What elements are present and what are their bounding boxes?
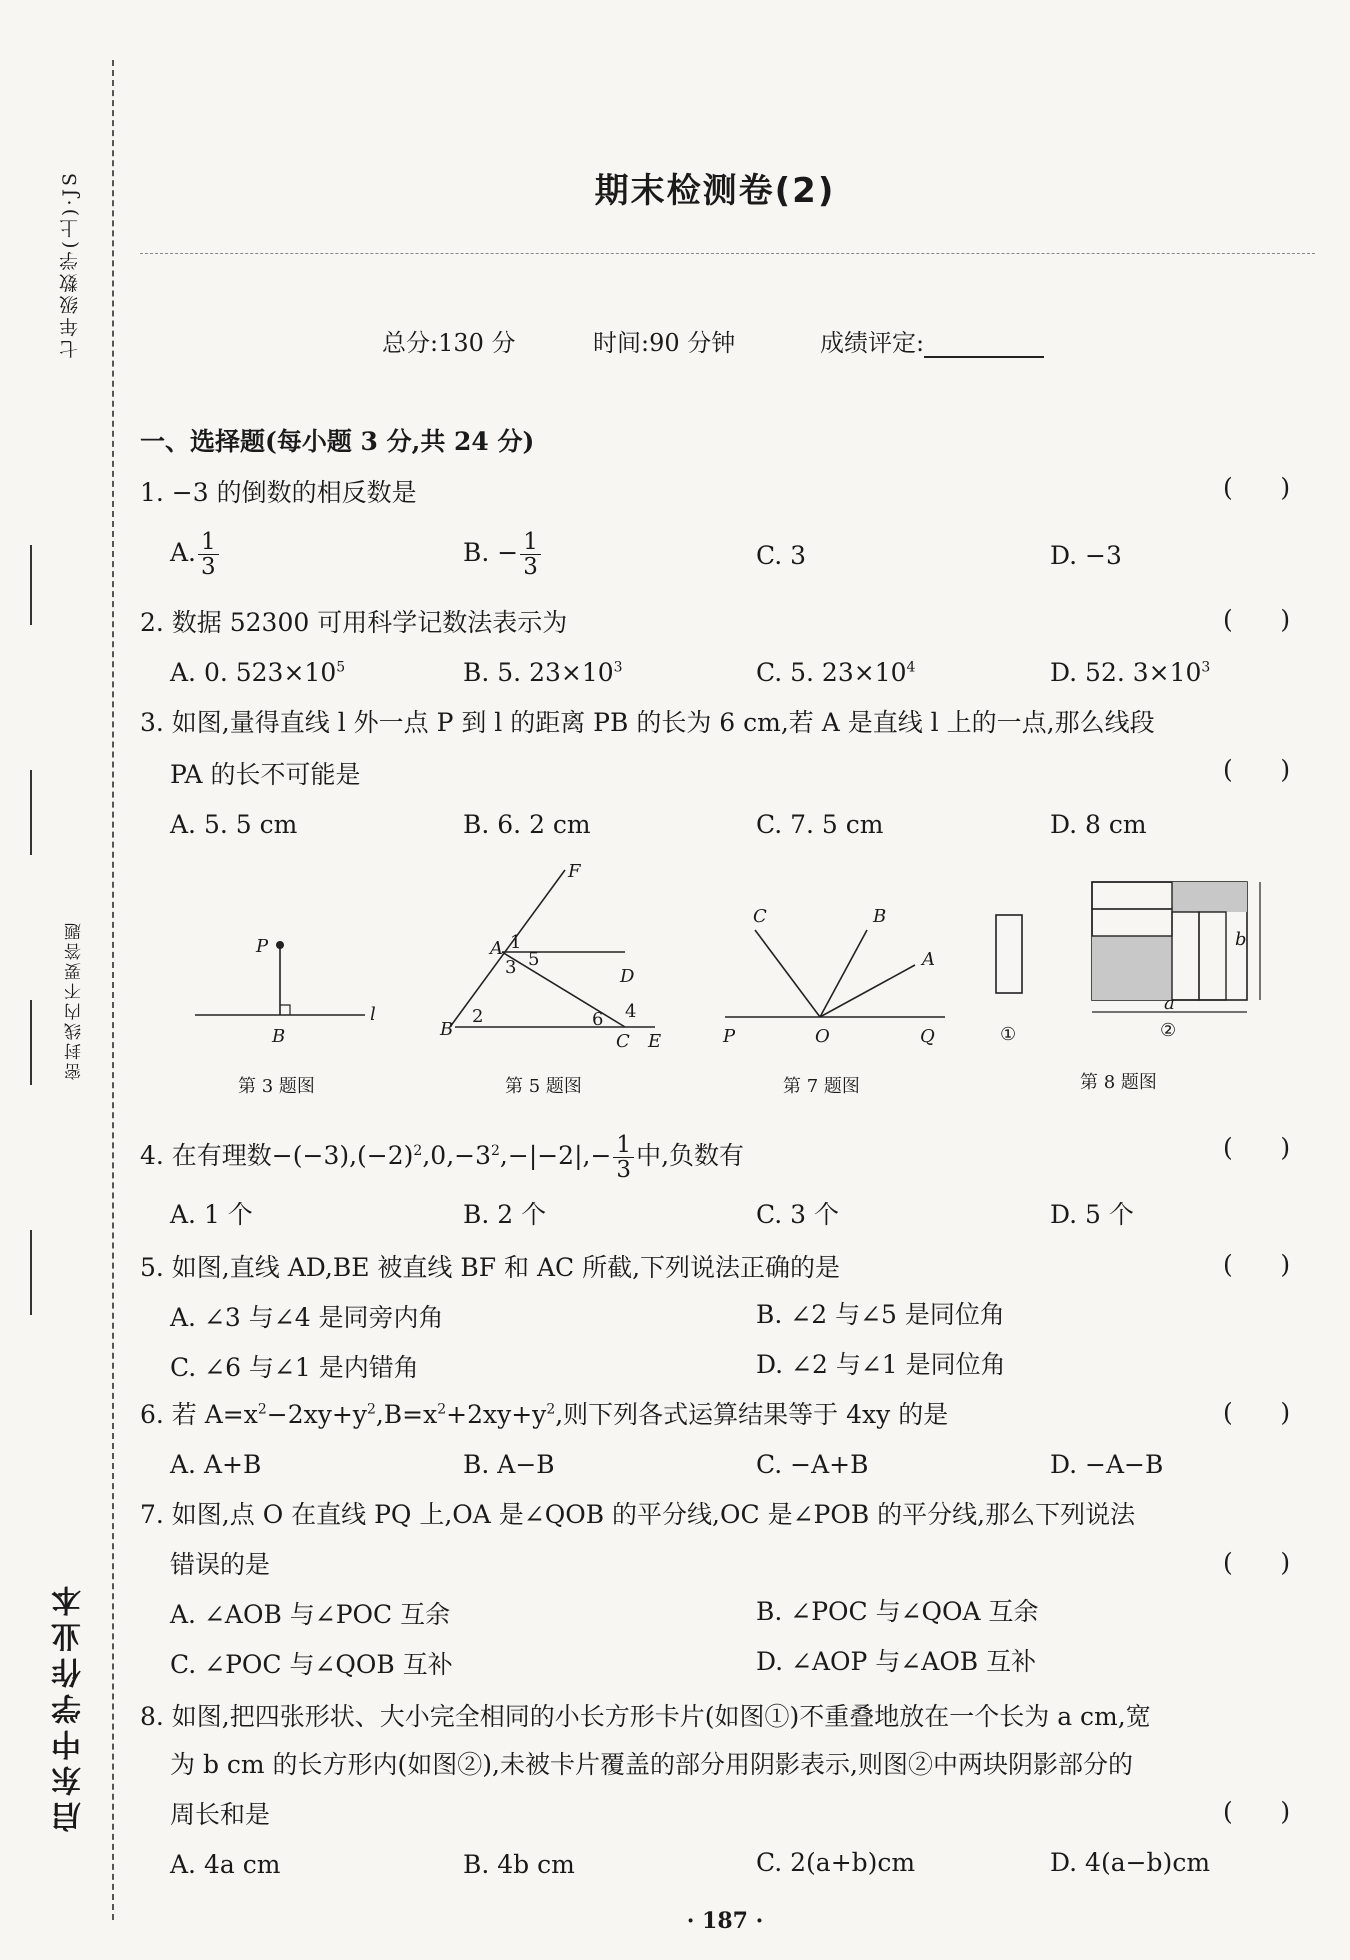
seal-warning: 密封线内不要答题 xyxy=(65,920,85,1080)
small-card xyxy=(996,915,1022,993)
q1-option-c: C. 3 xyxy=(756,541,807,570)
q8-option-b: B. 4b cm xyxy=(463,1850,575,1879)
total-score: 总分:130 分 xyxy=(382,329,516,357)
label-c: C xyxy=(616,1031,630,1052)
answer-paren: ( ) xyxy=(1223,1398,1291,1427)
question-4-stem: 4. 在有理数$-(-3),(-2)^2,0,-3^2,-|-2|,-$ $\frac{1}{3}$ 中,负数有 xyxy=(140,1132,745,1184)
figure-7 xyxy=(715,890,950,1050)
question-8-stem-line2: 为 b cm 的长方形内(如图②),未被卡片覆盖的部分用阴影表示,则图②中两块阴影部分的 xyxy=(170,1750,1133,1779)
line-bf xyxy=(450,870,565,1027)
q1-option-a: A. $\frac{1}{3}$ xyxy=(170,530,221,579)
q5-option-d: D. ∠2 与∠1 是同位角 xyxy=(756,1350,1006,1379)
q4-option-a: A. 1 个 xyxy=(170,1200,253,1229)
answer-paren: ( ) xyxy=(1223,473,1291,502)
label-c: C xyxy=(753,906,767,927)
angle-2: 2 xyxy=(472,1006,484,1027)
figure-8-card xyxy=(990,900,1050,1050)
figure-3-caption: 第 3 题图 xyxy=(238,1076,315,1097)
card-1 xyxy=(1092,882,1172,909)
label-p: P xyxy=(723,1026,736,1047)
question-1-stem: 1. −3 的倒数的相反数是 xyxy=(140,478,417,507)
label-b: b xyxy=(1235,929,1247,950)
question-6-stem: 6. 若 $A=x^2-2xy+y^2,B=x^2+2xy+y^2$,则下列各式运算结果等于 4xy 的是 xyxy=(140,1400,949,1429)
q6-option-c: C. −A+B xyxy=(756,1450,869,1479)
q6-option-d: D. −A−B xyxy=(1050,1450,1164,1479)
margin-blank-line xyxy=(30,1230,32,1315)
q6-option-b: B. A−B xyxy=(463,1450,555,1479)
shaded-region-2 xyxy=(1092,936,1172,1000)
label-a: A xyxy=(490,938,503,959)
figure-7-caption: 第 7 题图 xyxy=(783,1076,860,1097)
shaded-region-1 xyxy=(1172,882,1247,912)
answer-paren: ( ) xyxy=(1223,1250,1291,1279)
q8-option-a: A. 4a cm xyxy=(170,1850,281,1879)
figure-5-caption: 第 5 题图 xyxy=(505,1076,582,1097)
page-title: 期末检测卷(2) xyxy=(594,171,836,211)
label-1: ① xyxy=(1000,1024,1017,1045)
q3-option-b: B. 6. 2 cm xyxy=(463,810,591,839)
right-angle-mark xyxy=(280,1005,290,1015)
q8-option-c: C. 2(a+b)cm xyxy=(756,1848,916,1877)
q3-option-a: A. 5. 5 cm xyxy=(170,810,298,839)
card-3 xyxy=(1172,912,1199,1000)
binding-dashed-line xyxy=(112,60,114,1920)
angle-4: 4 xyxy=(625,1001,637,1022)
label-2: ② xyxy=(1160,1020,1177,1041)
q8-option-d: D. 4(a−b)cm xyxy=(1050,1848,1211,1877)
q1-option-b: B. − $\frac{1}{3}$ xyxy=(463,530,543,579)
q2-option-d: D. 52. $3\times 10^3$ xyxy=(1050,658,1211,687)
question-3-stem-line2: PA 的长不可能是 xyxy=(170,760,361,789)
brand-label: 启东中学作业本 xyxy=(52,1580,87,1832)
figure-8-rectangle xyxy=(1080,870,1270,1050)
time-limit: 时间:90 分钟 xyxy=(593,329,736,357)
q4-option-c: C. 3 个 xyxy=(756,1200,839,1229)
line-ac xyxy=(502,952,625,1027)
section-heading: 一、选择题(每小题 3 分,共 24 分) xyxy=(140,427,535,456)
question-2-stem: 2. 数据 52300 可用科学记数法表示为 xyxy=(140,608,568,637)
answer-paren: ( ) xyxy=(1223,755,1291,784)
label-b: B xyxy=(272,1026,286,1047)
label-q: Q xyxy=(920,1026,935,1047)
label-d: D xyxy=(620,966,635,987)
label-l: l xyxy=(370,1004,376,1025)
ray-oc xyxy=(755,930,820,1017)
label-e: E xyxy=(648,1031,662,1052)
angle-5: 5 xyxy=(528,949,540,970)
question-3-stem-line1: 3. 如图,量得直线 l 外一点 P 到 l 的距离 PB 的长为 6 cm,若 A 是直线 l 上的一点,那么线段 xyxy=(140,708,1155,737)
q4-option-d: D. 5 个 xyxy=(1050,1200,1134,1229)
card-4 xyxy=(1199,912,1226,1000)
figure-8-caption: 第 8 题图 xyxy=(1080,1072,1157,1093)
label-o: O xyxy=(815,1026,830,1047)
label-p: P xyxy=(256,936,269,957)
question-7-stem-line2: 错误的是 xyxy=(170,1550,271,1579)
label-b: B xyxy=(440,1019,454,1040)
label-a: a xyxy=(1164,993,1175,1014)
answer-paren: ( ) xyxy=(1223,605,1291,634)
margin-blank-line xyxy=(30,545,32,625)
angle-6: 6 xyxy=(592,1009,604,1030)
label-a: A xyxy=(922,949,935,970)
q3-option-d: D. 8 cm xyxy=(1050,810,1147,839)
q2-option-a: A. 0. $523\times 10^5$ xyxy=(170,658,346,687)
point-p xyxy=(276,941,284,949)
margin-blank-line xyxy=(30,770,32,855)
figure-3 xyxy=(180,930,390,1050)
angle-1: 1 xyxy=(510,932,522,953)
q5-option-a: A. ∠3 与∠4 是同旁内角 xyxy=(170,1303,444,1332)
q7-option-d: D. ∠AOP 与∠AOB 互补 xyxy=(756,1647,1037,1676)
q7-option-c: C. ∠POC 与∠QOB 互补 xyxy=(170,1650,453,1679)
figure-5 xyxy=(430,855,670,1060)
q2-option-c: C. 5. $23\times 10^4$ xyxy=(756,658,916,687)
answer-paren: ( ) xyxy=(1223,1133,1291,1162)
q3-option-c: C. 7. 5 cm xyxy=(756,810,884,839)
answer-paren: ( ) xyxy=(1223,1797,1291,1826)
q4-option-b: B. 2 个 xyxy=(463,1200,547,1229)
question-8-stem-line1: 8. 如图,把四张形状、大小完全相同的小长方形卡片(如图①)不重叠地放在一个长为 a cm,宽 xyxy=(140,1702,1151,1731)
card-2 xyxy=(1092,909,1172,936)
label-f: F xyxy=(568,861,581,882)
question-5-stem: 5. 如图,直线 AD,BE 被直线 BF 和 AC 所截,下列说法正确的是 xyxy=(140,1253,841,1282)
series-label: 七年级数学(上)·JS xyxy=(59,170,81,359)
page-number: · 187 · xyxy=(686,1908,764,1934)
q1-option-d: D. −3 xyxy=(1050,541,1122,570)
q6-option-a: A. A+B xyxy=(170,1450,262,1479)
q7-option-b: B. ∠POC 与∠QOA 互余 xyxy=(756,1597,1039,1626)
label-b: B xyxy=(873,906,887,927)
q5-option-b: B. ∠2 与∠5 是同位角 xyxy=(756,1300,1005,1329)
q7-option-a: A. ∠AOB 与∠POC 互余 xyxy=(170,1600,451,1629)
question-8-stem-line3: 周长和是 xyxy=(170,1800,271,1829)
angle-3: 3 xyxy=(505,957,517,978)
margin-blank-line xyxy=(30,1000,32,1085)
q5-option-c: C. ∠6 与∠1 是内错角 xyxy=(170,1353,419,1382)
question-7-stem-line1: 7. 如图,点 O 在直线 PQ 上,OA 是∠QOB 的平分线,OC 是∠POB 的平分线,那么下列说法 xyxy=(140,1500,1136,1529)
answer-paren: ( ) xyxy=(1223,1548,1291,1577)
q2-option-b: B. 5. $23\times 10^3$ xyxy=(463,658,623,687)
grade-field: 成绩评定: xyxy=(820,323,1044,358)
title-divider xyxy=(140,253,1315,254)
